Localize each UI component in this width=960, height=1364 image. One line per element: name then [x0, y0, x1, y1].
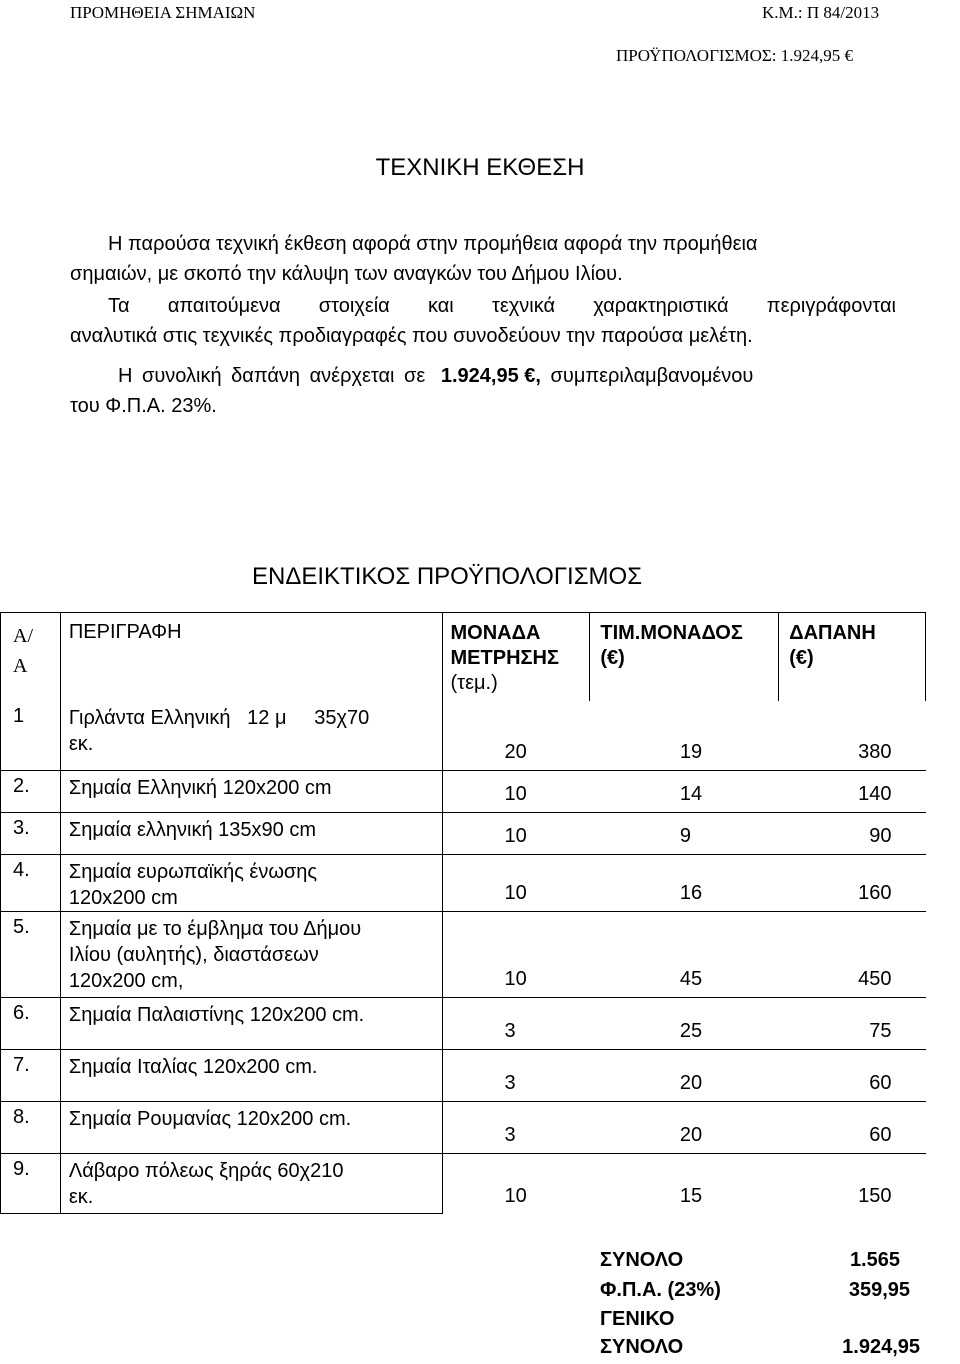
row-index-label: 7. [13, 1054, 30, 1076]
row-unit-price-value: 19 [679, 741, 703, 763]
paragraph-2-line-2: αναλυτικά στις τεχνικές προδιαγραφές που συνοδεύουν την παρούσα μελέτη. [70, 325, 753, 347]
row-cost-value: 140 [858, 783, 892, 805]
row-unit-price [590, 912, 779, 998]
row-quantity-value: 10 [504, 968, 527, 990]
row-quantity-value: 3 [504, 1072, 516, 1094]
row-quantity [442, 1050, 590, 1102]
row-index [1, 771, 61, 813]
row-description-line: Σημαία ευρωπαϊκής ένωσης [68, 861, 318, 883]
row-description [60, 701, 442, 771]
page-title: ΤΕΧΝΙΚΗ ΕΚΘΕΣΗ [375, 154, 585, 181]
row-quantity-value: 10 [504, 1184, 527, 1207]
header-description [60, 613, 442, 701]
totals-vat-row [600, 1275, 920, 1305]
paragraph-2-line-1 [108, 291, 896, 321]
row-quantity-value: 20 [504, 741, 527, 763]
header-reference: Κ.Μ.: Π 84/2013 [762, 3, 880, 22]
row-index [1, 998, 61, 1050]
row-description [60, 1050, 442, 1102]
row-index [1, 813, 61, 855]
table-row [1, 912, 926, 998]
row-quantity [442, 912, 590, 998]
row-cost [779, 1102, 926, 1154]
row-description [60, 1102, 442, 1154]
budget-table [0, 612, 926, 1214]
header-cost-line-2: (€) [789, 647, 814, 669]
row-unit-price [590, 1154, 779, 1214]
row-index-label: 6. [13, 1002, 30, 1024]
totals-grand-value: 1.924,95 [842, 1336, 920, 1358]
row-cost-value: 150 [858, 1184, 892, 1207]
row-index-label: 1 [13, 704, 25, 727]
row-quantity [442, 855, 590, 912]
totals-grand-label [600, 1305, 683, 1361]
totals-grand-row [600, 1305, 920, 1361]
header-unit-line-2: ΜΕΤΡΗΣΗΣ [450, 647, 559, 669]
row-cost [779, 1050, 926, 1102]
row-unit-price-value: 15 [679, 1184, 703, 1207]
row-index [1, 1050, 61, 1102]
header-unit-line-1: ΜΟΝΑΔΑ [450, 622, 541, 644]
row-quantity [442, 1102, 590, 1154]
totals-sum-label: ΣΥΝΟΛΟ [600, 1249, 684, 1271]
row-quantity-value: 10 [504, 825, 527, 847]
table-row [1, 771, 926, 813]
row-unit-price-value: 14 [679, 783, 703, 805]
row-cost [779, 912, 926, 998]
row-unit-price [590, 771, 779, 813]
row-unit-price-value: 16 [679, 882, 703, 904]
row-unit-price [590, 701, 779, 771]
row-index [1, 855, 61, 912]
paragraph-3-suffix: συμπεριλαμβανομένου [550, 365, 754, 387]
row-description [60, 1154, 442, 1214]
row-cost-value: 90 [869, 825, 892, 847]
row-quantity [442, 771, 590, 813]
row-description-line: Σημαία Παλαιστίνης 120x200 cm. [68, 1004, 365, 1026]
paragraph-3-prefix: Η συνολική δαπάνη ανέρχεται σε [118, 365, 426, 387]
paragraph-1-line-2: σημαιών, με σκοπό την κάλυψη των αναγκών του Δήμου Ιλίου. [70, 263, 623, 285]
row-description-line: Σημαία με το έμβλημα του Δήμου [68, 918, 362, 940]
budget-title: ΕΝΔΕΙΚΤΙΚΟΣ ΠΡΟΫΠΟΛΟΓΙΣΜΟΣ [252, 563, 643, 590]
row-quantity [442, 701, 590, 771]
paragraph-2-word: στοιχεία [318, 295, 390, 317]
table-row [1, 1050, 926, 1102]
header-unit-price [590, 613, 779, 701]
row-description [60, 912, 442, 998]
header-cost-line-1: ΔΑΠΑΝΗ [789, 622, 876, 644]
row-description-line: Σημαία Ιταλίας 120x200 cm. [68, 1056, 318, 1078]
row-index-label: 2. [13, 775, 30, 797]
row-index [1, 1154, 61, 1214]
row-description-line: Σημαία Ελληνική 120x200 cm [68, 777, 332, 799]
row-quantity-value: 3 [504, 1020, 516, 1042]
row-description-line: Σημαία Ρουμανίας 120x200 cm. [68, 1108, 352, 1130]
row-unit-price [590, 813, 779, 855]
row-unit-price [590, 855, 779, 912]
row-cost-value: 60 [869, 1072, 892, 1094]
row-unit-price-value: 20 [679, 1124, 703, 1146]
row-description [60, 998, 442, 1050]
table-row [1, 1102, 926, 1154]
header-index-line-1: Α/ [13, 625, 33, 647]
header-cost [779, 613, 926, 701]
row-unit-price [590, 1102, 779, 1154]
table-header-row [1, 613, 926, 701]
table-row [1, 1154, 926, 1214]
row-quantity [442, 1154, 590, 1214]
row-description-line: 120x200 cm [68, 887, 178, 909]
header-index [1, 613, 61, 701]
row-cost [779, 813, 926, 855]
row-unit-price-value: 9 [679, 825, 691, 847]
paragraph-3-line-2: του Φ.Π.Α. 23%. [70, 395, 217, 417]
totals-sum-row [600, 1245, 920, 1275]
row-description-line: Γιρλάντα Ελληνική 12 μ 35χ70 [68, 706, 370, 729]
row-index-label: 5. [13, 916, 30, 938]
row-cost-value: 60 [869, 1124, 892, 1146]
row-index-label: 9. [13, 1158, 30, 1180]
row-unit-price [590, 998, 779, 1050]
table-row [1, 998, 926, 1050]
row-index [1, 912, 61, 998]
row-quantity-value: 3 [504, 1124, 516, 1146]
row-description-line: Ιλίου (αυλητής), διαστάσεων [68, 944, 319, 966]
row-index-label: 3. [13, 817, 30, 839]
header-description-label: ΠΕΡΙΓΡΑΦΗ [68, 621, 182, 643]
paragraph-3-line-1 [118, 361, 898, 391]
row-cost [779, 998, 926, 1050]
row-cost [779, 1154, 926, 1214]
totals-grand-label-line-2: ΣΥΝΟΛΟ [600, 1336, 684, 1358]
paragraph-2-word: χαρακτηριστικά [593, 295, 729, 317]
header-index-line-2: Α [13, 655, 28, 677]
row-index [1, 701, 61, 771]
header-unit-price-line-2: (€) [600, 647, 625, 669]
row-unit-price [590, 1050, 779, 1102]
row-quantity [442, 813, 590, 855]
paragraph-2-word: περιγράφονται [766, 295, 896, 317]
row-index [1, 1102, 61, 1154]
row-cost-value: 450 [858, 968, 892, 990]
totals-vat-label: Φ.Π.Α. (23%) [600, 1279, 721, 1301]
table-row [1, 701, 926, 771]
row-quantity-value: 10 [504, 783, 527, 805]
row-description-line: εκ. [68, 732, 94, 755]
row-description [60, 771, 442, 813]
row-unit-price-value: 20 [679, 1072, 703, 1094]
row-index-label: 4. [13, 859, 30, 881]
paragraph-2-word: και [427, 295, 454, 317]
paragraph-1-line-1: Η παρούσα τεχνική έκθεση αφορά στην προμήθεια αφορά την προμήθεια [108, 233, 758, 255]
row-unit-price-value: 45 [679, 968, 703, 990]
header-project-name: ΠΡΟΜΗΘΕΙΑ ΣΗΜΑΙΩΝ [70, 3, 256, 22]
totals-sum-value: 1.565 [849, 1249, 900, 1271]
row-unit-price-value: 25 [679, 1020, 703, 1042]
paragraph-2-word: Τα [108, 295, 130, 317]
table-row [1, 855, 926, 912]
row-description-line: εκ. [68, 1186, 94, 1208]
table-row [1, 813, 926, 855]
row-cost-value: 75 [869, 1020, 892, 1042]
row-cost-value: 380 [858, 741, 892, 763]
row-description-line: Λάβαρο πόλεως ξηράς 60χ210 [68, 1160, 344, 1182]
paragraph-2-word: τεχνικά [491, 295, 556, 317]
header-budget: ΠΡΟΫΠΟΛΟΓΙΣΜΟΣ: 1.924,95 € [616, 46, 853, 65]
row-cost [779, 771, 926, 813]
totals-grand-label-line-1: ΓΕΝΙΚΟ [600, 1308, 675, 1330]
row-description-line: 120x200 cm, [68, 970, 184, 992]
totals-vat-value: 359,95 [848, 1279, 910, 1301]
row-description [60, 855, 442, 912]
paragraph-2-word: απαιτούμενα [167, 295, 281, 317]
row-cost-value: 160 [858, 882, 892, 904]
row-index-label: 8. [13, 1106, 30, 1128]
paragraph-3-amount: 1.924,95 €, [440, 365, 541, 387]
row-quantity-value: 10 [504, 882, 527, 904]
header-unit [442, 613, 590, 701]
row-quantity [442, 998, 590, 1050]
row-cost [779, 855, 926, 912]
row-description [60, 813, 442, 855]
header-unit-price-line-1: ΤΙΜ.ΜΟΝΑΔΟΣ [600, 622, 743, 644]
row-description-line: Σημαία ελληνική 135x90 cm [68, 819, 316, 841]
totals-block [600, 1245, 920, 1361]
row-cost [779, 701, 926, 771]
header-unit-line-3: (τεμ.) [450, 672, 498, 694]
